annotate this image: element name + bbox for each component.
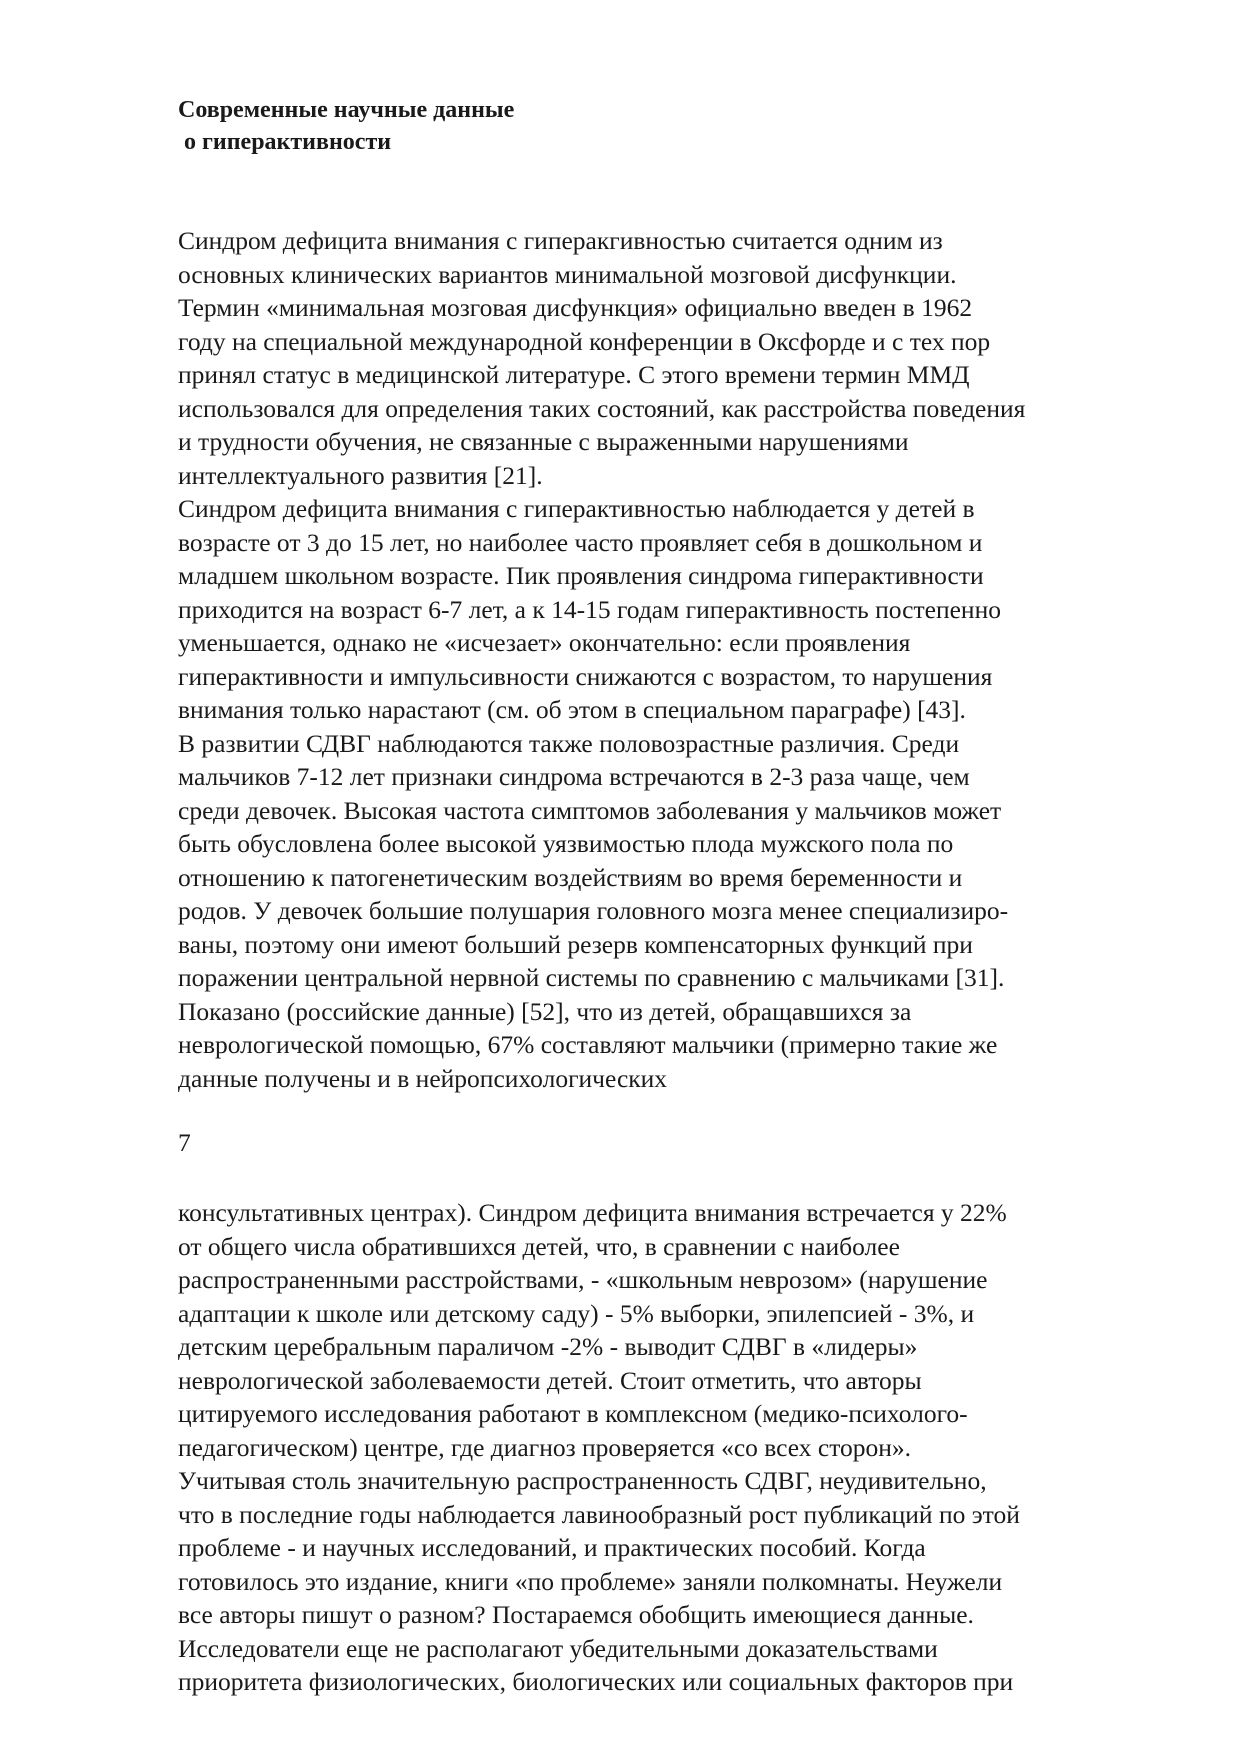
text-line: принял статус в медицинской литературе. С этого времени термин ММД	[178, 360, 970, 389]
text-line: В развитии СДВГ наблюдаются также половозрастные различия. Среди	[178, 728, 960, 758]
text-line: уменьшается, однако не «исчезает» окончательно: если проявления	[178, 628, 911, 657]
text-line: данные получены и в нейропсихологических	[178, 1063, 668, 1093]
body-text-block-1	[178, 224, 1025, 1095]
text-line: цитируемого исследования работают в комплексном (медико-психолого-	[178, 1399, 968, 1428]
page-number: 7	[178, 1128, 191, 1157]
text-line: неврологической помощью, 67% составляют мальчики (примерно такие же	[178, 1030, 998, 1059]
text-line: Синдром дефицита внимания с гиперактивностью наблюдается у детей в	[178, 494, 975, 523]
text-line: основных клинических вариантов минимальной мозговой дисфункции.	[178, 259, 957, 289]
text-line: что в последние годы наблюдается лавинообразный рост публикаций по этой	[178, 1499, 1020, 1529]
text-line: среди девочек. Высокая частота симптомов заболевания у мальчиков может	[178, 795, 1002, 825]
text-line: Показано (российские данные) [52], что из детей, обращавшихся за	[178, 996, 912, 1026]
text-line: готовилось это издание, книги «по проблеме» заняли полкомнаты. Неужели	[178, 1566, 1003, 1596]
text-line: все авторы пишут о разном? Постараемся обобщить имеющиеся данные.	[178, 1600, 974, 1629]
text-line: консультативных центрах). Синдром дефицита внимания встречается у 22%	[178, 1198, 1007, 1227]
text-line: внимания только нарастают (см. об этом в специальном параграфе) [43].	[178, 695, 966, 724]
document-title	[178, 94, 514, 158]
text-line: использовался для определения таких состояний, как расстройства поведения	[178, 393, 1026, 423]
text-line: распространенными расстройствами, - «школьным неврозом» (нарушение	[178, 1265, 988, 1294]
text-line: детским церебральным параличом -2% - выводит СДВГ в «лидеры»	[178, 1332, 918, 1361]
text-line: поражении центральной нервной системы по сравнению с мальчиками [31].	[178, 963, 1005, 992]
text-line: педагогическом) центре, где диагноз проверяется «со всех сторон».	[178, 1432, 912, 1462]
text-line: неврологической заболеваемости детей. Стоит отметить, что авторы	[178, 1365, 922, 1395]
text-line: проблеме - и научных исследований, и практических пособий. Когда	[178, 1533, 926, 1562]
title-line-1: Современные научные данные	[178, 97, 515, 123]
body-text-block-2	[178, 1196, 1020, 1699]
title-line-2: о гиперактивности	[178, 129, 392, 155]
text-line: родов. У девочек большие полушария головного мозга менее специализиро-	[178, 896, 1009, 925]
text-line: от общего числа обратившихся детей, что, в сравнении с наиболее	[178, 1231, 900, 1261]
text-line: и трудности обучения, не связанные с выраженными нарушениями	[178, 427, 909, 456]
text-line: младшем школьном возрасте. Пик проявления синдрома гиперактивности	[178, 561, 984, 590]
text-line: отношению к патогенетическим воздействиям во время беременности и	[178, 862, 963, 892]
text-line: ваны, поэтому они имеют больший резерв компенсаторных функций при	[178, 929, 973, 959]
text-line: возрасте от 3 до 15 лет, но наиболее часто проявляет себя в дошкольном и	[178, 527, 983, 557]
text-line: мальчиков 7-12 лет признаки синдрома встречаются в 2-3 раза чаще, чем	[178, 762, 970, 791]
text-line: Термин «минимальная мозговая дисфункция» официально введен в 1962	[178, 293, 973, 322]
text-line: адаптации к школе или детскому саду) - 5% выборки, эпилепсией - 3%, и	[178, 1298, 975, 1328]
text-line: гиперактивности и импульсивности снижаются с возрастом, то нарушения	[178, 661, 993, 691]
text-line: Учитывая столь значительную распространенность СДВГ, неудивительно,	[178, 1466, 987, 1495]
text-line: интеллектуального развития [21].	[178, 460, 543, 490]
text-line: Синдром дефицита внимания с гиперакгивностью считается одним из	[178, 226, 943, 255]
text-line: Исследователи еще не располагают убедительными доказательствами	[178, 1633, 938, 1663]
text-line: быть обусловлена более высокой уязвимостью плода мужского пола по	[178, 829, 954, 858]
text-line: году на специальной международной конференции в Оксфорде и с тех пор	[178, 326, 991, 356]
text-line: приоритета физиологических, биологических или социальных факторов при	[178, 1667, 1014, 1696]
text-line: приходится на возраст 6-7 лет, а к 14-15 годам гиперактивность постепенно	[178, 594, 1001, 624]
